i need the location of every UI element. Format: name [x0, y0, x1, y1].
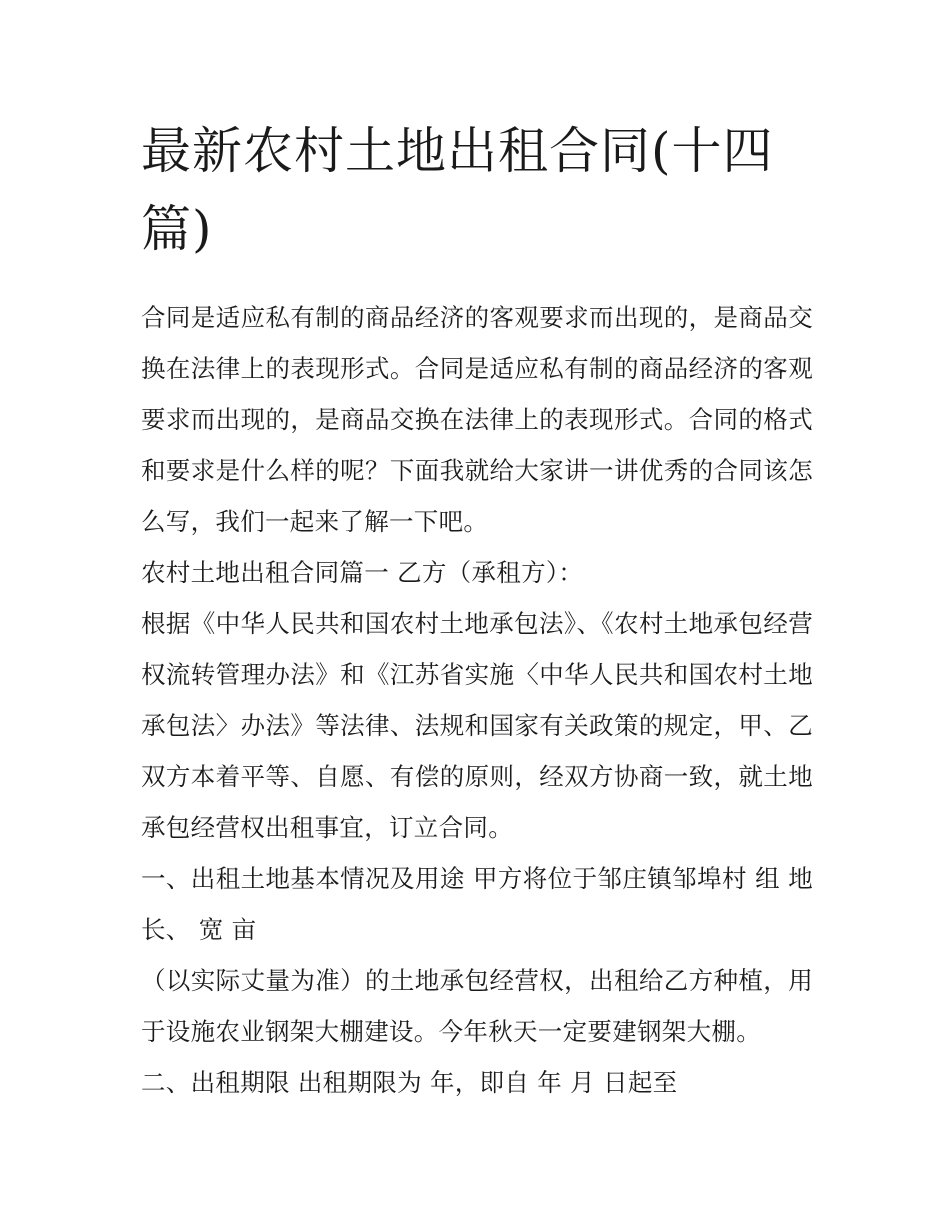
- paragraph-clause-1: 一、出租土地基本情况及用途 甲方将位于邹庄镇邹埠村 组 地 长、 宽 亩: [141, 864, 813, 944]
- document-page: [141, 112, 813, 1108]
- paragraph-clause-1-continued: （以实际丈量为准）的土地承包经营权，出租给乙方种植，用于设施农业钢架大棚建设。今年秋天一定要建钢架大棚。: [141, 966, 813, 1046]
- document-title: 最新农村土地出租合同(十四篇): [141, 122, 774, 258]
- paragraph-intro: 合同是适应私有制的商品经济的客观要求而出现的，是商品交换在法律上的表现形式。合同是适应私有制的商品经济的客观要求而出现的，是商品交换在法律上的表现形式。合同的格式和要求是什么样的呢？下面我就给大家讲一讲优秀的合同该怎么写，我们一起来了解一下吧。: [141, 303, 813, 536]
- paragraph-clause-2: 二、出租期限 出租期限为 年，即自 年 月 日起至: [141, 1068, 678, 1097]
- paragraph-section-heading: 农村土地出租合同篇一 乙方（承租方）：: [141, 558, 584, 587]
- paragraph-legal-basis: 根据《中华人民共和国农村土地承包法》、《农村土地承包经营权流转管理办法》和《江苏省实施〈中华人民共和国农村土地承包法〉办法》等法律、法规和国家有关政策的规定，甲、乙双方本着平等、自愿、有偿的原则，经双方协商一致，就土地承包经营权出租事宜，订立合同。: [141, 609, 813, 842]
